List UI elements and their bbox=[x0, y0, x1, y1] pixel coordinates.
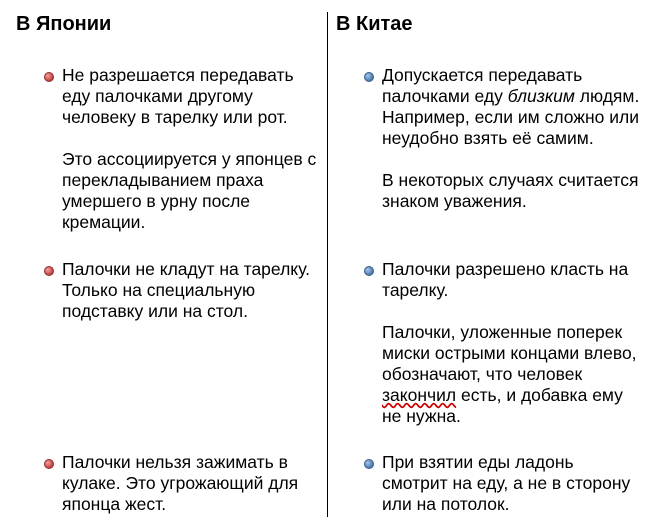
japan-item-2 bbox=[62, 259, 324, 322]
japan-item-1-note: Это ассоциируется у японцев с перекладыванием праха умершего в урну после кремации. bbox=[62, 149, 317, 232]
bullet-icon bbox=[364, 72, 374, 82]
japan-item-2-text: Палочки не кладут на тарелку. Только на специальную подставку или на стол. bbox=[62, 259, 310, 321]
column-divider bbox=[327, 12, 328, 517]
japan-item-1 bbox=[62, 65, 324, 233]
china-item-1-note: В некоторых случаях считается знаком уважения. bbox=[382, 170, 639, 211]
china-item-1-text: Допускается передавать палочками еду близким людям. Например, если им сложно или неудобно взять её самим. bbox=[382, 65, 640, 148]
bullet-icon bbox=[44, 266, 54, 276]
japan-heading: В Японии bbox=[16, 13, 112, 35]
china-item-2 bbox=[382, 259, 644, 427]
japan-item-3-text: Палочки нельзя зажимать в кулаке. Это угрожающий для японца жест. bbox=[62, 452, 299, 514]
bullet-icon bbox=[364, 459, 374, 469]
china-item-1 bbox=[382, 65, 644, 212]
china-item-3 bbox=[382, 452, 644, 515]
bullet-icon bbox=[44, 72, 54, 82]
bullet-icon bbox=[44, 459, 54, 469]
china-item-3-text: При взятии еды ладонь смотрит на еду, а не в сторону или на потолок. bbox=[382, 452, 631, 514]
bullet-icon bbox=[364, 266, 374, 276]
japan-item-1-text: Не разрешается передавать еду палочками другому человеку в тарелку или рот. bbox=[62, 65, 294, 127]
china-heading: В Китае bbox=[336, 13, 413, 35]
japan-item-3 bbox=[62, 452, 324, 515]
china-item-2-text: Палочки разрешено класть на тарелку. bbox=[382, 259, 629, 300]
china-item-2-note: Палочки, уложенные поперек миски острыми концами влево, обозначают, что человек закончил есть, и добавка ему не нужна. bbox=[382, 322, 637, 426]
